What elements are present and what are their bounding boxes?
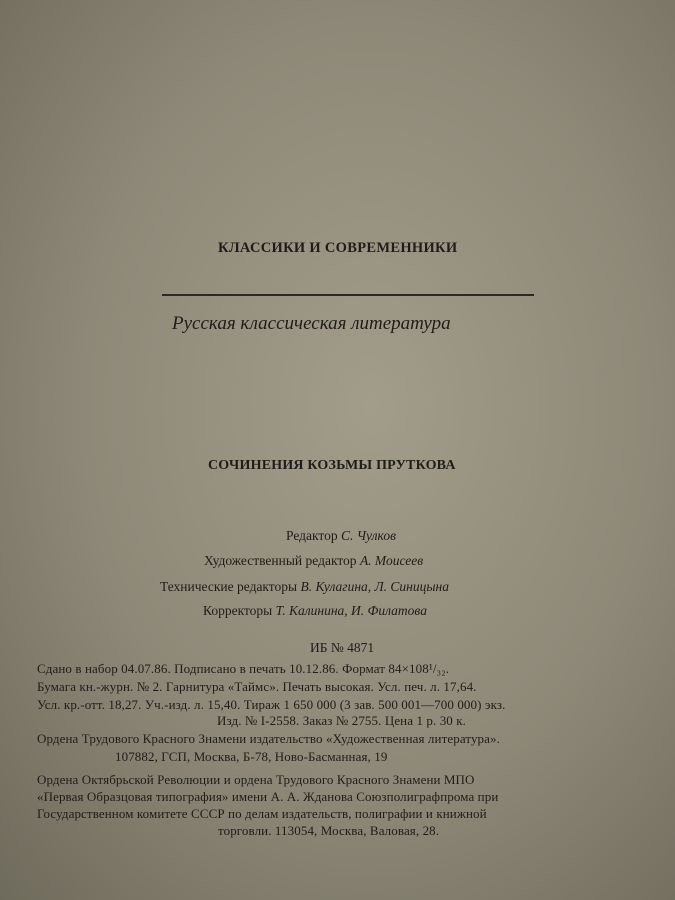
book-title: СОЧИНЕНИЯ КОЗЬМЫ ПРУТКОВА	[208, 458, 456, 473]
credit-editor	[286, 528, 396, 544]
credit-role: Технические редакторы	[160, 579, 298, 594]
series-title: КЛАССИКИ И СОВРЕМЕННИКИ	[218, 240, 458, 256]
imprint-line: Государственном комитете СССР по делам издательств, полиграфии и книжной	[37, 806, 487, 821]
imprint-line: Бумага кн.-журн. № 2. Гарнитура «Таймс». Печать высокая. Усл. печ. л. 17,64.	[37, 679, 477, 694]
imprint-line: Усл. кр.-отт. 18,27. Уч.-изд. л. 15,40. Тираж 1 650 000 (3 зав. 500 001—700 000) экз.	[37, 697, 506, 712]
credit-proofreaders	[203, 603, 427, 619]
imprint-line: 107882, ГСП, Москва, Б-78, Ново-Басманная, 19	[115, 749, 388, 764]
imprint-line: Сдано в набор 04.07.86. Подписано в печать 10.12.86. Формат 84×108¹/₃₂.	[37, 661, 450, 676]
imprint-line: «Первая Образцовая типография» имени А. А. Жданова Союзполиграфпрома при	[37, 789, 499, 804]
imprint-line: Ордена Октябрьской Революции и ордена Трудового Красного Знамени МПО	[37, 772, 475, 787]
subseries-title: Русская классическая литература	[172, 313, 451, 334]
credit-name: С. Чулков	[340, 528, 396, 543]
imprint-line: Ордена Трудового Красного Знамени издательство «Художественная литература».	[37, 731, 500, 746]
ib-number: ИБ № 4871	[310, 640, 375, 655]
credit-name: Т. Калинина, И. Филатова	[275, 603, 427, 618]
credit-name: В. Кулагина, Л. Синицына	[300, 579, 449, 594]
credit-role: Корректоры	[203, 603, 273, 618]
credit-art-editor	[204, 553, 423, 569]
imprint-line: Изд. № I-2558. Заказ № 2755. Цена 1 р. 30 к.	[217, 713, 467, 728]
credit-role: Художественный редактор	[204, 553, 357, 568]
credit-tech-editors	[160, 579, 449, 595]
imprint-line: торговли. 113054, Москва, Валовая, 28.	[218, 823, 440, 838]
divider-rule	[162, 294, 534, 296]
credit-role: Редактор	[286, 528, 338, 543]
credit-name: А. Моисеев	[359, 553, 424, 568]
